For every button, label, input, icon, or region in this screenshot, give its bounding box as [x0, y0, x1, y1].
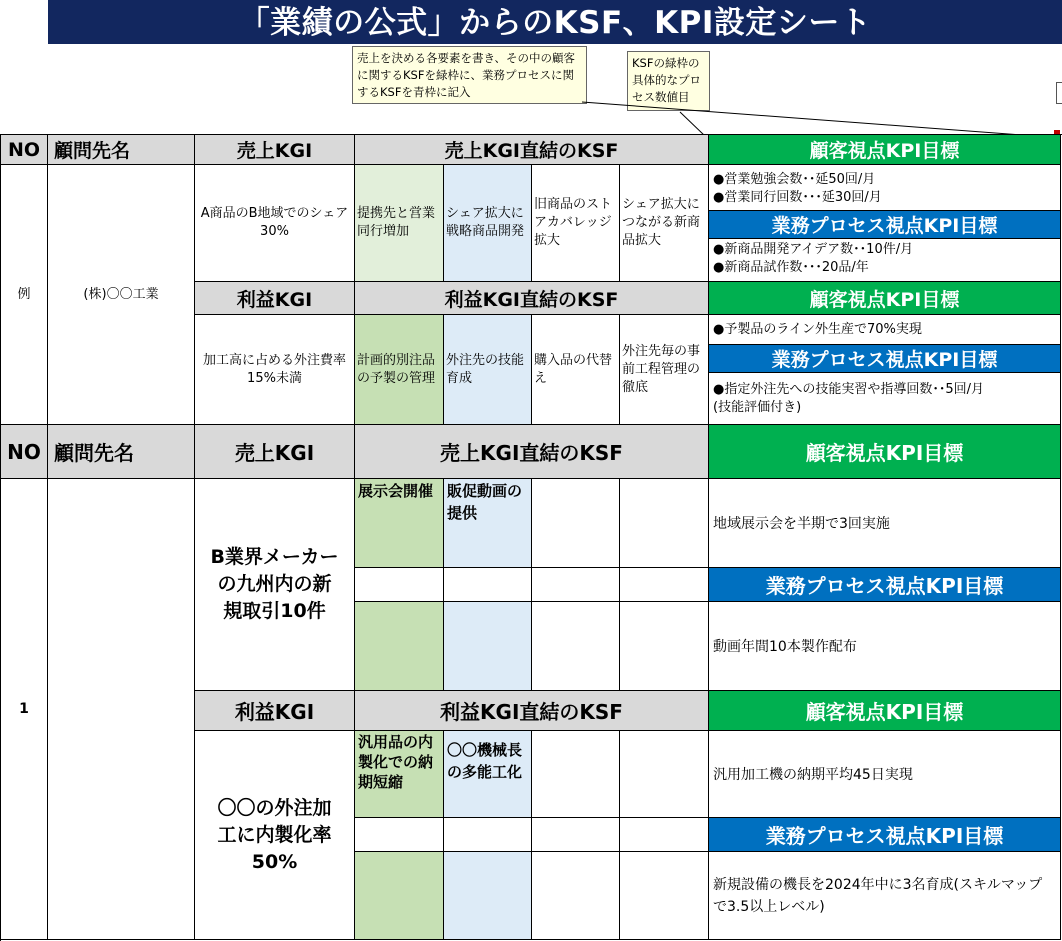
row1-sales-ksf-2[interactable]: 販促動画の提供: [444, 479, 532, 568]
row1-profit-kgi[interactable]: 〇〇の外注加工に内製化率50%: [195, 731, 355, 940]
example-client-name[interactable]: (株)〇〇工業: [48, 165, 195, 425]
row1-profit-ksf-cell[interactable]: [532, 852, 620, 940]
row1-profit-ksf-4[interactable]: [620, 731, 709, 818]
example-sales-process-kpi-header: 業務プロセス視点KPI目標: [709, 211, 1061, 239]
example-sales-process-kpi[interactable]: [709, 239, 1061, 282]
row1-profit-ksf-1[interactable]: 汎用品の内製化での納期短縮: [355, 731, 444, 818]
header-sales-kgi-2: 売上KGI: [195, 425, 355, 479]
row1-profit-ksf-cell[interactable]: [444, 852, 532, 940]
row1-profit-ksf-cell[interactable]: [444, 818, 532, 852]
header-no-2: NO: [1, 425, 48, 479]
header-sales-kgi: 売上KGI: [195, 135, 355, 165]
header-profit-customer-kpi-2: 顧客視点KPI目標: [709, 691, 1061, 731]
example-profit-process-kpi[interactable]: [709, 373, 1061, 425]
row1-sales-ksf-3[interactable]: [532, 479, 620, 568]
row1-sales-ksf-cell[interactable]: [620, 602, 709, 691]
kpi-line: ●営業勉強会数･･延50回/月: [713, 172, 876, 187]
kpi-line: ●新商品試作数･･･20品/年: [713, 260, 869, 275]
example-sales-ksf-4[interactable]: シェア拡大につながる新商品拡大: [620, 165, 709, 282]
row1-profit-customer-kpi[interactable]: 汎用加工機の納期平均45日実現: [709, 731, 1061, 818]
sheet-title: 「業績の公式」からのKSF、KPI設定シート: [48, 0, 1062, 44]
row1-sales-ksf-cell[interactable]: [444, 568, 532, 602]
row1-sales-kgi[interactable]: B業界メーカーの九州内の新規取引10件: [195, 479, 355, 691]
row1-sales-ksf-cell[interactable]: [355, 568, 444, 602]
kpi-line: ●営業同行回数･･･延30回/月: [713, 190, 882, 205]
comment-note-ksf[interactable]: 売上を決める各要素を書き、その中の顧客に関するKSFを緑枠に、業務プロセスに関するKSFを青枠に記入: [352, 46, 587, 104]
header-customer-kpi-2: 顧客視点KPI目標: [709, 425, 1061, 479]
row1-sales-ksf-cell[interactable]: [444, 602, 532, 691]
row1-profit-ksf-2[interactable]: 〇〇機械長の多能工化: [444, 731, 532, 818]
header-profit-customer-kpi: 顧客視点KPI目標: [709, 282, 1061, 315]
comment-note-kpi[interactable]: KSFの緑枠の具体的なプロセス数値目: [627, 51, 710, 111]
header-profit-kgi: 利益KGI: [195, 282, 355, 315]
row1-profit-ksf-cell[interactable]: [532, 818, 620, 852]
header-profit-ksf-2: 利益KGI直結のKSF: [355, 691, 709, 731]
kpi-line: ●新商品開発アイデア数･･10件/月: [713, 242, 914, 257]
example-sales-ksf-3[interactable]: 旧商品のストアカバレッジ拡大: [532, 165, 620, 282]
row1-sales-ksf-cell[interactable]: [532, 602, 620, 691]
row1-sales-ksf-cell[interactable]: [355, 602, 444, 691]
example-profit-ksf-2[interactable]: 外注先の技能育成: [444, 315, 532, 425]
row1-profit-ksf-cell[interactable]: [355, 852, 444, 940]
example-profit-ksf-1[interactable]: 計画的別注品の予製の管理: [355, 315, 444, 425]
header-profit-kgi-2: 利益KGI: [195, 691, 355, 731]
row1-sales-process-kpi-header: 業務プロセス視点KPI目標: [709, 568, 1061, 602]
row1-profit-process-kpi-header: 業務プロセス視点KPI目標: [709, 818, 1061, 852]
row1-sales-ksf-4[interactable]: [620, 479, 709, 568]
header-sales-ksf: 売上KGI直結のKSF: [355, 135, 709, 165]
example-sales-ksf-1[interactable]: 提携先と営業同行増加: [355, 165, 444, 282]
row1-profit-ksf-cell[interactable]: [620, 818, 709, 852]
scroll-handle[interactable]: [1056, 82, 1062, 104]
example-profit-process-kpi-header: 業務プロセス視点KPI目標: [709, 345, 1061, 373]
row1-profit-process-kpi[interactable]: 新規設備の機長を2024年中に3名育成(スキルマップで3.5以上レベル): [709, 852, 1061, 940]
header-profit-ksf: 利益KGI直結のKSF: [355, 282, 709, 315]
row1-sales-process-kpi[interactable]: 動画年間10本製作配布: [709, 602, 1061, 691]
header-sales-ksf-2: 売上KGI直結のKSF: [355, 425, 709, 479]
example-profit-ksf-3[interactable]: 購入品の代替え: [532, 315, 620, 425]
row1-profit-ksf-cell[interactable]: [620, 852, 709, 940]
kpi-line: ●指定外注先への技能実習や指導回数･･5回/月: [713, 382, 984, 397]
row1-profit-ksf-3[interactable]: [532, 731, 620, 818]
example-profit-ksf-4[interactable]: 外注先毎の事前工程管理の徹底: [620, 315, 709, 425]
example-profit-kgi[interactable]: 加工高に占める外注費率15%未満: [195, 315, 355, 425]
header-no: NO: [1, 135, 48, 165]
row1-sales-ksf-cell[interactable]: [532, 568, 620, 602]
kpi-line: (技能評価付き): [713, 400, 802, 415]
row1-no: 1: [1, 479, 48, 940]
example-profit-customer-kpi[interactable]: [709, 315, 1061, 345]
example-no: 例: [1, 165, 48, 425]
kpi-line: ●予製品のライン外生産で70%実現: [713, 322, 922, 337]
example-sales-customer-kpi[interactable]: [709, 165, 1061, 211]
header-client-2: 顧問先名: [48, 425, 195, 479]
header-client: 顧問先名: [48, 135, 195, 165]
row1-sales-ksf-cell[interactable]: [620, 568, 709, 602]
row1-client-name[interactable]: [48, 479, 195, 940]
row1-sales-ksf-1[interactable]: 展示会開催: [355, 479, 444, 568]
row1-profit-ksf-cell[interactable]: [355, 818, 444, 852]
example-sales-kgi[interactable]: A商品のB地域でのシェア30%: [195, 165, 355, 282]
example-sales-ksf-2[interactable]: シェア拡大に戦略商品開発: [444, 165, 532, 282]
header-customer-kpi: 顧客視点KPI目標: [709, 135, 1061, 165]
row1-sales-customer-kpi[interactable]: 地域展示会を半期で3回実施: [709, 479, 1061, 568]
